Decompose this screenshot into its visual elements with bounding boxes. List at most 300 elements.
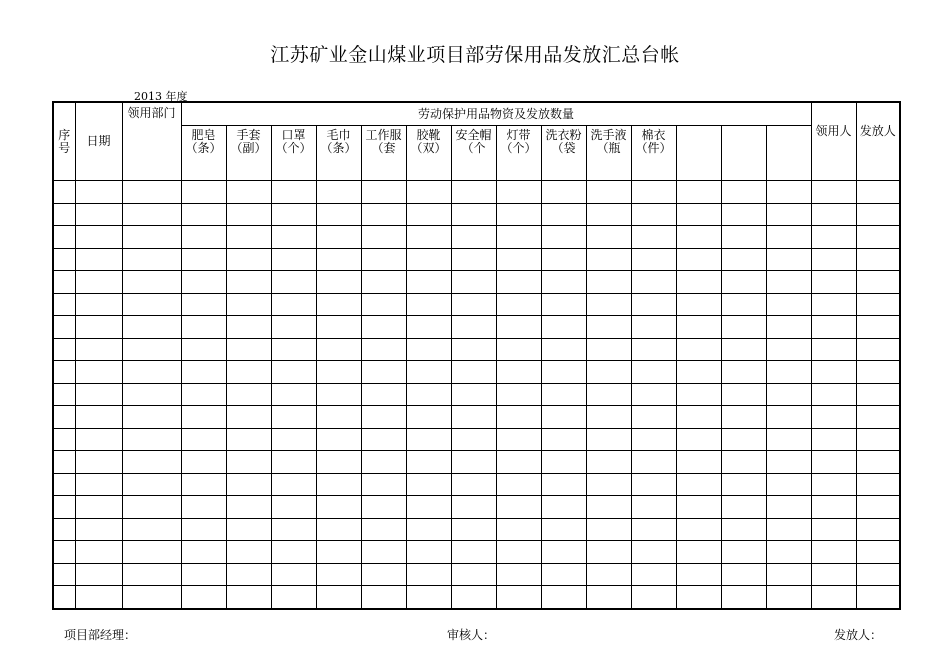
table-cell	[856, 451, 900, 474]
table-cell	[181, 473, 226, 496]
table-cell	[496, 451, 541, 474]
table-row	[53, 361, 900, 384]
table-cell	[406, 338, 451, 361]
table-cell	[406, 293, 451, 316]
header-item-cotton-coat: 棉衣（件）	[631, 126, 676, 181]
table-row	[53, 496, 900, 519]
table-cell	[721, 361, 766, 384]
table-cell	[53, 203, 75, 226]
table-cell	[631, 338, 676, 361]
table-cell	[406, 496, 451, 519]
table-cell	[811, 226, 856, 249]
table-cell	[586, 203, 631, 226]
header-item-lamp-belt: 灯带（个）	[496, 126, 541, 181]
table-cell	[122, 563, 181, 586]
table-cell	[721, 383, 766, 406]
table-row	[53, 586, 900, 609]
table-cell	[122, 496, 181, 519]
table-cell	[122, 226, 181, 249]
table-cell	[676, 271, 721, 294]
table-cell	[316, 541, 361, 564]
table-cell	[406, 271, 451, 294]
table-cell	[856, 383, 900, 406]
table-cell	[316, 248, 361, 271]
table-cell	[811, 181, 856, 204]
table-cell	[53, 338, 75, 361]
table-cell	[811, 383, 856, 406]
table-cell	[721, 226, 766, 249]
table-cell	[226, 181, 271, 204]
table-cell	[122, 451, 181, 474]
footer-reviewer-label: 审核人：	[447, 628, 496, 642]
table-cell	[856, 338, 900, 361]
table-cell	[451, 518, 496, 541]
table-cell	[451, 496, 496, 519]
table-cell	[181, 226, 226, 249]
table-cell	[406, 316, 451, 339]
table-cell	[631, 451, 676, 474]
table-cell	[541, 203, 586, 226]
table-cell	[541, 541, 586, 564]
table-cell	[586, 338, 631, 361]
header-item-blank	[676, 126, 721, 181]
table-cell	[856, 586, 900, 609]
table-cell	[75, 293, 122, 316]
table-cell	[53, 383, 75, 406]
table-cell	[721, 248, 766, 271]
table-cell	[53, 563, 75, 586]
table-cell	[811, 563, 856, 586]
header-item-hand-wash: 洗手液（瓶	[586, 126, 631, 181]
table-cell	[451, 586, 496, 609]
table-cell	[631, 226, 676, 249]
table-cell	[676, 316, 721, 339]
table-cell	[75, 248, 122, 271]
table-cell	[361, 563, 406, 586]
table-cell	[75, 496, 122, 519]
table-cell	[811, 451, 856, 474]
table-cell	[586, 181, 631, 204]
table-cell	[676, 383, 721, 406]
table-cell	[53, 226, 75, 249]
table-cell	[721, 451, 766, 474]
table-row	[53, 563, 900, 586]
table-cell	[122, 428, 181, 451]
table-cell	[226, 316, 271, 339]
table-cell	[271, 338, 316, 361]
table-cell	[676, 473, 721, 496]
table-cell	[271, 451, 316, 474]
table-cell	[496, 563, 541, 586]
table-cell	[856, 226, 900, 249]
table-cell	[75, 563, 122, 586]
table-cell	[766, 248, 811, 271]
table-cell	[226, 563, 271, 586]
table-cell	[496, 518, 541, 541]
table-cell	[226, 586, 271, 609]
table-cell	[406, 181, 451, 204]
table-cell	[766, 451, 811, 474]
table-cell	[226, 518, 271, 541]
table-cell	[676, 428, 721, 451]
table-cell	[53, 473, 75, 496]
table-cell	[541, 473, 586, 496]
table-row	[53, 248, 900, 271]
header-receiver: 领用人	[811, 102, 856, 181]
table-cell	[406, 586, 451, 609]
table-cell	[586, 541, 631, 564]
table-cell	[721, 586, 766, 609]
table-cell	[766, 563, 811, 586]
table-cell	[676, 586, 721, 609]
table-cell	[721, 181, 766, 204]
table-cell	[53, 248, 75, 271]
table-row	[53, 383, 900, 406]
table-cell	[181, 338, 226, 361]
table-cell	[75, 181, 122, 204]
table-cell	[226, 428, 271, 451]
table-cell	[181, 181, 226, 204]
table-cell	[181, 428, 226, 451]
table-cell	[676, 361, 721, 384]
table-cell	[721, 203, 766, 226]
table-cell	[451, 361, 496, 384]
table-cell	[361, 203, 406, 226]
table-cell	[451, 203, 496, 226]
table-cell	[316, 406, 361, 429]
table-cell	[75, 586, 122, 609]
table-cell	[361, 316, 406, 339]
table-cell	[766, 316, 811, 339]
table-cell	[361, 293, 406, 316]
table-cell	[53, 361, 75, 384]
table-cell	[541, 338, 586, 361]
header-group: 劳动保护用品物资及发放数量	[181, 102, 811, 126]
table-cell	[586, 473, 631, 496]
table-cell	[631, 496, 676, 519]
table-cell	[676, 406, 721, 429]
header-item-gloves: 手套（副）	[226, 126, 271, 181]
table-cell	[856, 181, 900, 204]
table-cell	[496, 428, 541, 451]
table-cell	[316, 271, 361, 294]
table-cell	[541, 361, 586, 384]
table-cell	[122, 338, 181, 361]
header-item-workwear: 工作服（套	[361, 126, 406, 181]
table-cell	[226, 361, 271, 384]
table-cell	[496, 361, 541, 384]
header-date: 日期	[75, 102, 122, 181]
table-cell	[181, 361, 226, 384]
table-cell	[811, 203, 856, 226]
table-cell	[451, 428, 496, 451]
table-cell	[451, 473, 496, 496]
table-cell	[122, 271, 181, 294]
table-cell	[811, 248, 856, 271]
table-cell	[631, 383, 676, 406]
table-cell	[856, 563, 900, 586]
table-cell	[766, 361, 811, 384]
table-cell	[541, 248, 586, 271]
table-cell	[676, 496, 721, 519]
table-cell	[406, 226, 451, 249]
table-cell	[766, 383, 811, 406]
footer-manager-label: 项目部经理：	[64, 628, 137, 642]
table-cell	[721, 293, 766, 316]
table-cell	[811, 361, 856, 384]
table-cell	[451, 271, 496, 294]
table-cell	[451, 406, 496, 429]
table-cell	[586, 451, 631, 474]
table-cell	[181, 563, 226, 586]
table-cell	[75, 203, 122, 226]
table-cell	[811, 406, 856, 429]
table-cell	[53, 406, 75, 429]
table-cell	[496, 226, 541, 249]
table-cell	[75, 316, 122, 339]
table-cell	[721, 496, 766, 519]
table-cell	[361, 451, 406, 474]
table-cell	[676, 451, 721, 474]
table-cell	[856, 473, 900, 496]
table-cell	[721, 271, 766, 294]
table-cell	[766, 428, 811, 451]
table-cell	[721, 316, 766, 339]
table-cell	[586, 271, 631, 294]
table-cell	[122, 181, 181, 204]
table-cell	[451, 181, 496, 204]
table-cell	[586, 361, 631, 384]
table-cell	[226, 473, 271, 496]
header-item-blank	[766, 126, 811, 181]
table-cell	[721, 518, 766, 541]
table-cell	[271, 226, 316, 249]
header-item-soap: 肥皂（条）	[181, 126, 226, 181]
table-cell	[181, 586, 226, 609]
table-cell	[406, 203, 451, 226]
table-row	[53, 406, 900, 429]
table-cell	[361, 338, 406, 361]
table-cell	[226, 496, 271, 519]
header-seq: 序号	[53, 102, 75, 181]
table-cell	[586, 586, 631, 609]
table-cell	[53, 586, 75, 609]
table-cell	[271, 473, 316, 496]
table-cell	[53, 293, 75, 316]
table-cell	[631, 518, 676, 541]
table-cell	[676, 293, 721, 316]
table-cell	[721, 541, 766, 564]
table-cell	[75, 428, 122, 451]
table-cell	[811, 428, 856, 451]
table-cell	[451, 226, 496, 249]
table-cell	[811, 541, 856, 564]
table-row	[53, 181, 900, 204]
table-cell	[122, 361, 181, 384]
table-cell	[122, 473, 181, 496]
table-cell	[361, 271, 406, 294]
table-cell	[75, 361, 122, 384]
table-cell	[361, 226, 406, 249]
header-item-towel: 毛巾（条）	[316, 126, 361, 181]
table-cell	[451, 541, 496, 564]
table-cell	[766, 518, 811, 541]
ledger-table	[52, 101, 901, 610]
table-cell	[316, 203, 361, 226]
table-cell	[541, 406, 586, 429]
table-cell	[316, 338, 361, 361]
table-cell	[496, 383, 541, 406]
table-cell	[75, 271, 122, 294]
table-cell	[122, 316, 181, 339]
table-cell	[122, 541, 181, 564]
header-issuer: 发放人	[856, 102, 900, 181]
table-cell	[631, 541, 676, 564]
table-cell	[541, 316, 586, 339]
table-cell	[631, 406, 676, 429]
table-cell	[271, 293, 316, 316]
table-row	[53, 518, 900, 541]
table-cell	[406, 541, 451, 564]
table-cell	[541, 181, 586, 204]
table-row	[53, 541, 900, 564]
table-cell	[586, 563, 631, 586]
table-cell	[721, 473, 766, 496]
table-cell	[361, 428, 406, 451]
table-cell	[631, 203, 676, 226]
table-cell	[631, 586, 676, 609]
table-cell	[271, 271, 316, 294]
year-label: 2013 年度	[134, 90, 188, 103]
table-cell	[361, 541, 406, 564]
table-cell	[766, 203, 811, 226]
table-cell	[75, 451, 122, 474]
table-cell	[122, 518, 181, 541]
table-cell	[811, 338, 856, 361]
table-cell	[541, 293, 586, 316]
table-cell	[271, 428, 316, 451]
table-cell	[811, 473, 856, 496]
table-cell	[541, 271, 586, 294]
table-cell	[181, 496, 226, 519]
table-cell	[586, 226, 631, 249]
table-cell	[316, 586, 361, 609]
table-cell	[676, 226, 721, 249]
table-cell	[75, 518, 122, 541]
table-row	[53, 271, 900, 294]
table-cell	[361, 383, 406, 406]
table-cell	[361, 248, 406, 271]
table-cell	[496, 586, 541, 609]
table-cell	[541, 518, 586, 541]
table-cell	[361, 406, 406, 429]
table-cell	[856, 203, 900, 226]
table-cell	[586, 496, 631, 519]
table-cell	[811, 586, 856, 609]
table-cell	[766, 406, 811, 429]
table-cell	[181, 406, 226, 429]
table-cell	[766, 496, 811, 519]
table-cell	[721, 563, 766, 586]
table-cell	[856, 316, 900, 339]
table-cell	[586, 428, 631, 451]
table-cell	[586, 518, 631, 541]
table-cell	[631, 563, 676, 586]
table-cell	[586, 383, 631, 406]
table-cell	[496, 541, 541, 564]
table-cell	[226, 271, 271, 294]
table-cell	[406, 248, 451, 271]
table-cell	[316, 181, 361, 204]
table-cell	[496, 406, 541, 429]
table-cell	[631, 248, 676, 271]
table-cell	[361, 496, 406, 519]
table-cell	[271, 181, 316, 204]
table-cell	[361, 181, 406, 204]
table-cell	[226, 338, 271, 361]
table-cell	[316, 451, 361, 474]
table-cell	[856, 428, 900, 451]
table-cell	[676, 338, 721, 361]
table-cell	[53, 541, 75, 564]
table-cell	[181, 248, 226, 271]
table-cell	[496, 248, 541, 271]
table-cell	[496, 316, 541, 339]
table-cell	[856, 541, 900, 564]
table-cell	[226, 383, 271, 406]
table-cell	[766, 473, 811, 496]
table-cell	[271, 563, 316, 586]
table-cell	[451, 563, 496, 586]
table-cell	[122, 406, 181, 429]
header-item-boots: 胶靴（双）	[406, 126, 451, 181]
table-cell	[181, 383, 226, 406]
table-cell	[226, 293, 271, 316]
table-cell	[496, 271, 541, 294]
table-cell	[406, 563, 451, 586]
table-cell	[53, 496, 75, 519]
table-cell	[181, 518, 226, 541]
table-cell	[856, 361, 900, 384]
table-cell	[53, 451, 75, 474]
header-dept: 领用部门	[122, 102, 181, 181]
table-cell	[316, 361, 361, 384]
table-cell	[271, 361, 316, 384]
table-cell	[541, 383, 586, 406]
table-cell	[586, 248, 631, 271]
table-cell	[75, 473, 122, 496]
table-cell	[541, 586, 586, 609]
table-cell	[676, 563, 721, 586]
table-cell	[406, 473, 451, 496]
table-cell	[451, 383, 496, 406]
table-cell	[271, 316, 316, 339]
table-cell	[406, 518, 451, 541]
table-cell	[271, 518, 316, 541]
table-cell	[451, 248, 496, 271]
table-cell	[361, 361, 406, 384]
table-cell	[181, 316, 226, 339]
table-cell	[122, 383, 181, 406]
header-item-helmet: 安全帽（个	[451, 126, 496, 181]
table-cell	[856, 518, 900, 541]
table-cell	[271, 248, 316, 271]
table-cell	[181, 293, 226, 316]
table-cell	[766, 271, 811, 294]
table-cell	[451, 316, 496, 339]
table-cell	[53, 316, 75, 339]
table-cell	[75, 406, 122, 429]
